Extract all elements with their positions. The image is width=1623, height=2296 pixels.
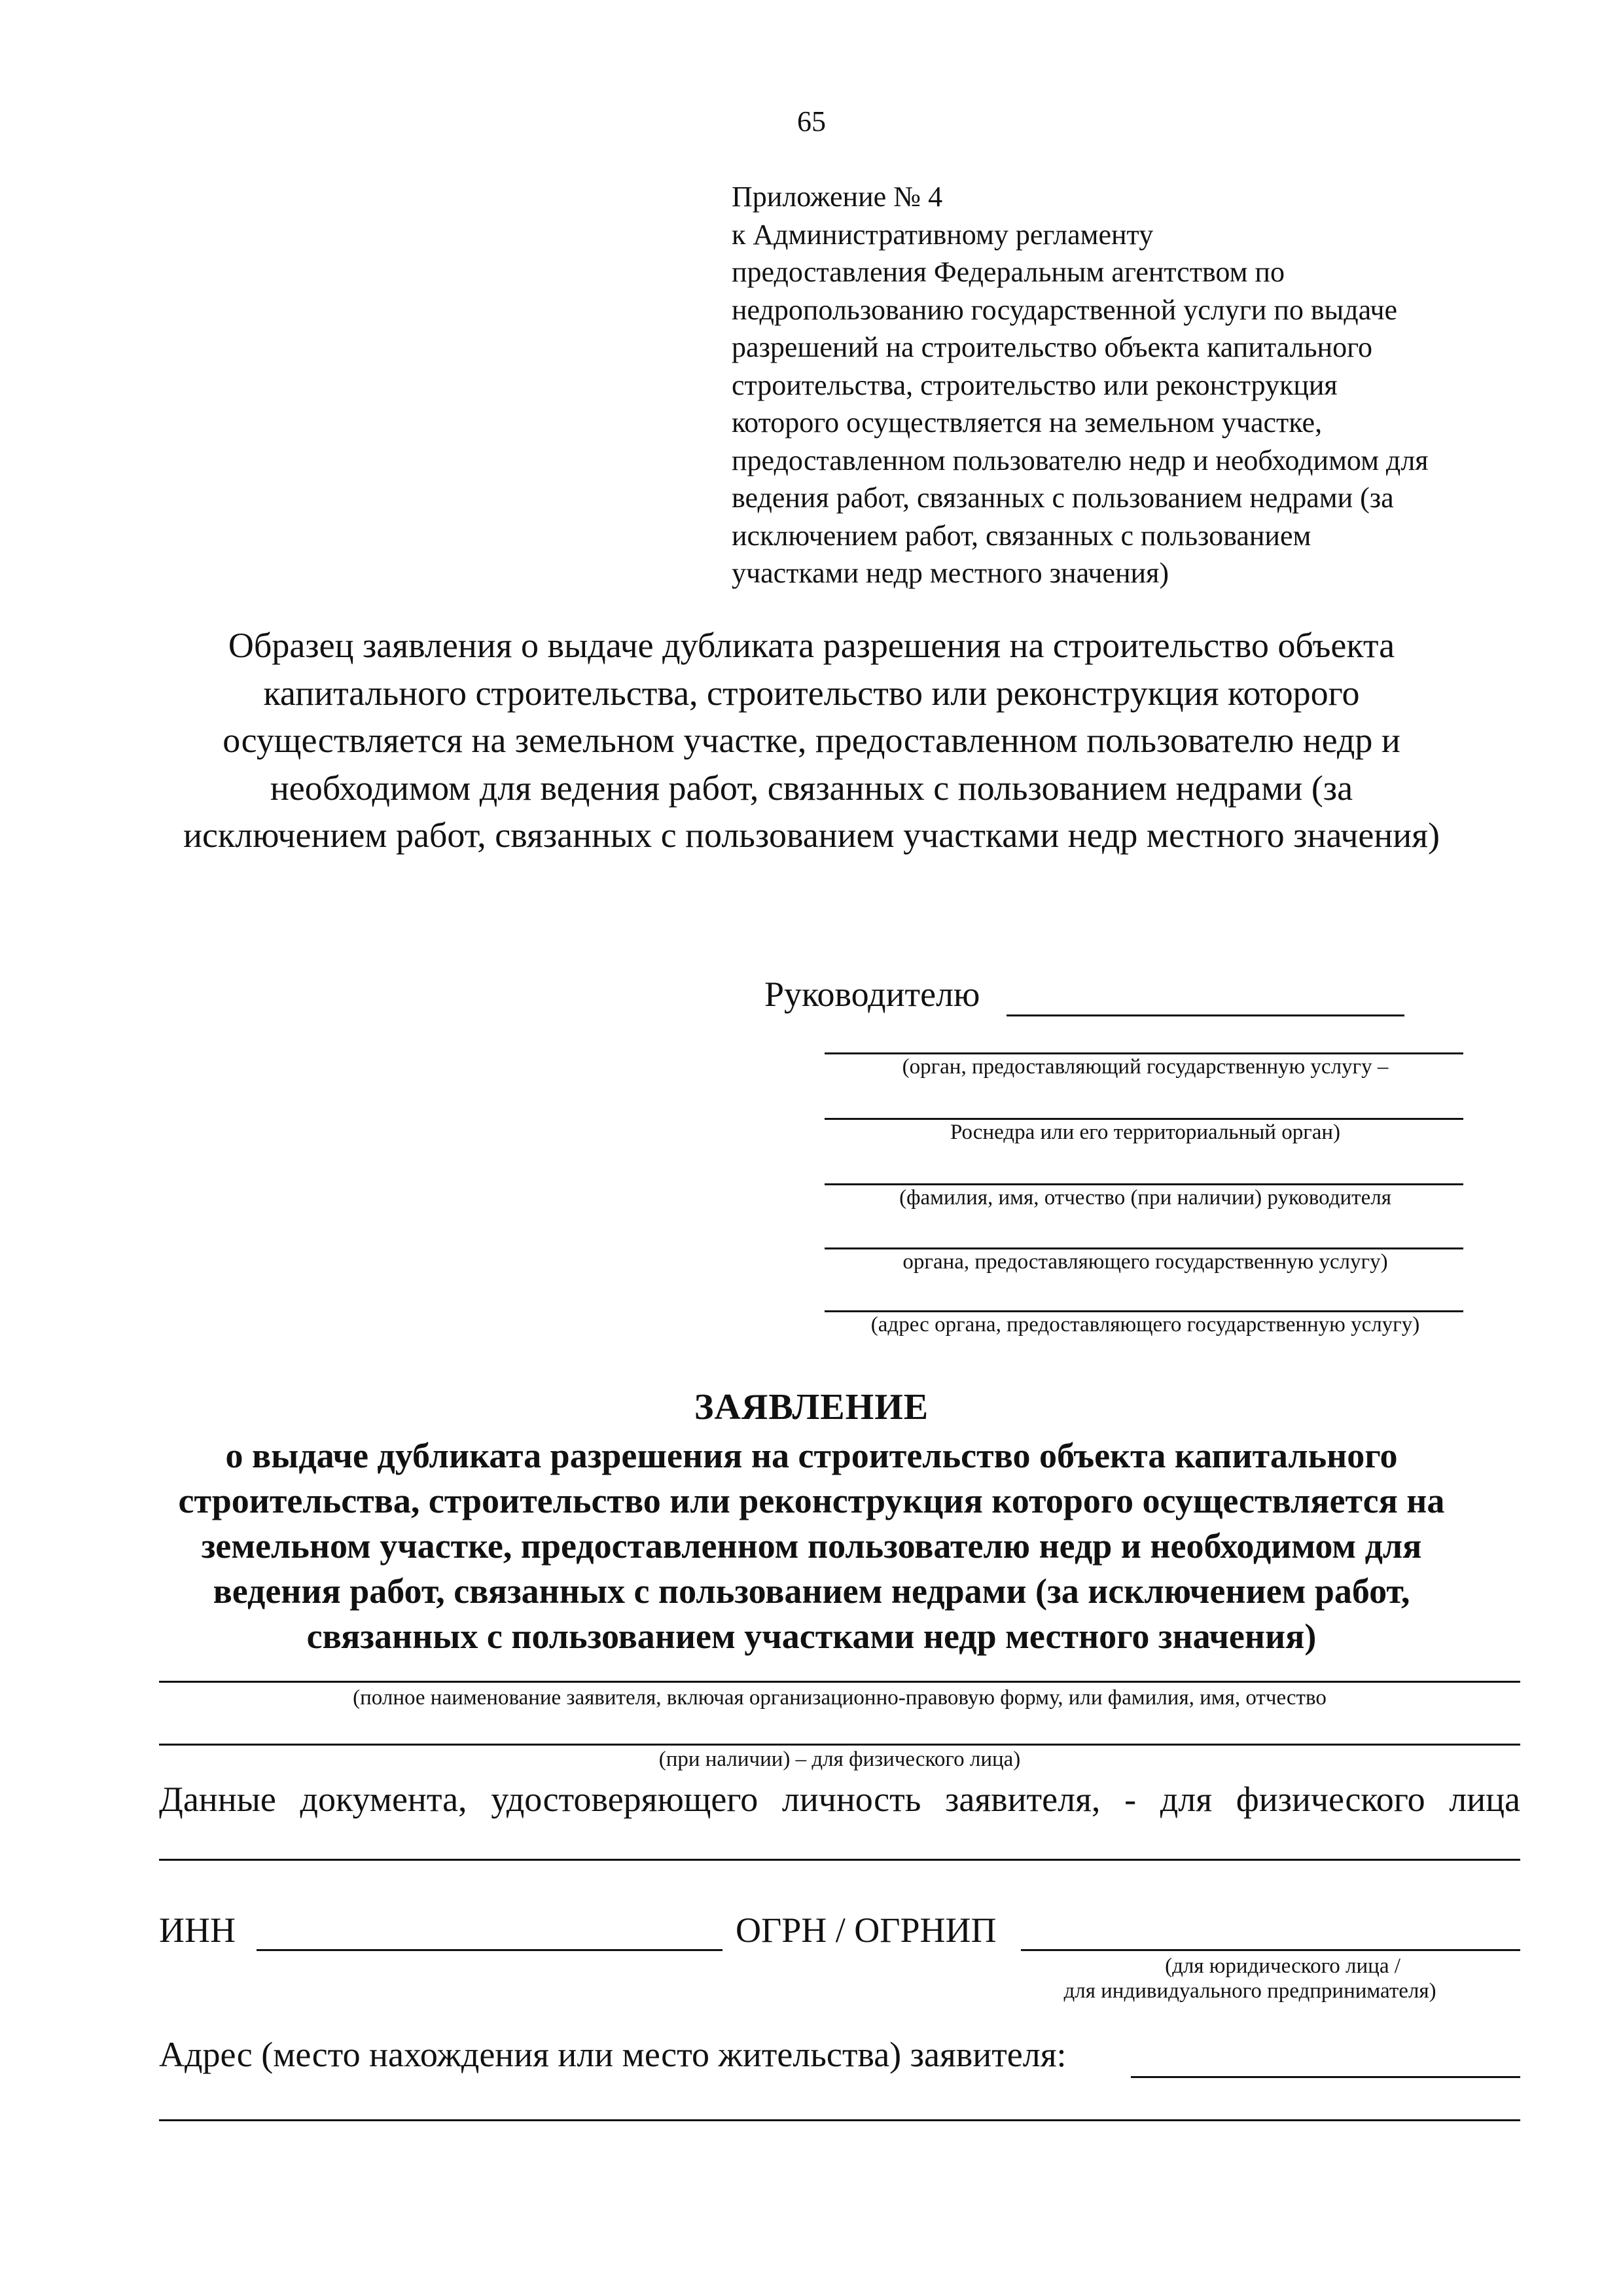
statement-heading: ЗАЯВЛЕНИЕ (694, 1387, 929, 1427)
statement-subtitle-line: строительства, строительство или реконструкция которого осуществляется на (178, 1481, 1445, 1520)
ogrn-caption-2: для индивидуального предпринимателя) (1063, 1979, 1436, 2003)
address-field[interactable] (1131, 2076, 1520, 2078)
sample-title-line: необходимом для ведения работ, связанных с пользованием недрами (за (270, 768, 1353, 808)
recipient-caption: (орган, предоставляющий государственную услугу – (902, 1055, 1389, 1079)
recipient-caption: органа, предоставляющего государственную услугу) (902, 1250, 1388, 1274)
recipient-caption: (фамилия, имя, отчество (при наличии) руководителя (899, 1186, 1391, 1210)
appendix-line: предоставленном пользователю недр и необходимом для (732, 444, 1429, 476)
applicant-name-caption-2: (при наличии) – для физического лица) (658, 1748, 1021, 1771)
appendix-line: разрешений на строительство объекта капитального (732, 331, 1373, 363)
ogrn-label: ОГРН / ОГРНИП (736, 1910, 997, 1950)
inn-label: ИНН (159, 1910, 236, 1950)
address-field-2[interactable] (159, 2119, 1520, 2121)
recipient-organ-field-2[interactable] (825, 1118, 1463, 1120)
statement-subtitle-line: о выдаче дубликата разрешения на строительство объекта капитального (225, 1436, 1398, 1475)
appendix-line: участками недр местного значения) (732, 557, 1169, 589)
ogrn-field[interactable] (1021, 1949, 1520, 1951)
sample-title (131, 622, 1492, 859)
appendix-line: недропользованию государственной услуги по выдаче (732, 293, 1398, 326)
appendix-line: исключением работ, связанных с пользованием (732, 519, 1311, 552)
inn-field[interactable] (257, 1949, 722, 1951)
applicant-name-caption: (полное наименование заявителя, включая организационно-правовую форму, или фамилия, имя, отчество (353, 1686, 1327, 1710)
sample-title-line: исключением работ, связанных с пользованием участками недр местного значения) (183, 816, 1440, 855)
appendix-line: к Административному регламенту (732, 218, 1154, 251)
recipient-fio-field-2[interactable] (825, 1247, 1463, 1249)
applicant-name-field[interactable] (159, 1681, 1520, 1683)
statement-subtitle-line: связанных с пользованием участками недр местного значения) (306, 1617, 1317, 1656)
statement-subtitle-line: ведения работ, связанных с пользованием недрами (за исключением работ, (213, 1571, 1410, 1611)
appendix-line: которого осуществляется на земельном участке, (732, 406, 1323, 439)
sample-title-line: осуществляется на земельном участке, предоставленном пользователю недр и (223, 721, 1400, 760)
ogrn-caption: (для юридического лица / (1165, 1954, 1400, 1978)
appendix-header (732, 178, 1602, 592)
appendix-line: предоставления Федеральным агентством по (732, 256, 1285, 288)
recipient-caption: Роснедра или его территориальный орган) (950, 1121, 1341, 1144)
applicant-name-field-2[interactable] (159, 1744, 1520, 1746)
sample-title-line: Образец заявления о выдаче дубликата разрешения на строительство объекта (228, 626, 1395, 665)
recipient-caption: (адрес органа, предоставляющего государственную услугу) (870, 1313, 1420, 1336)
appendix-line: строительства, строительство или реконструкция (732, 368, 1338, 401)
statement-subtitle (131, 1433, 1492, 1659)
statement-subtitle-line: земельном участке, предоставленном пользователю недр и необходимом для (201, 1526, 1422, 1566)
recipient-fio-field[interactable] (825, 1183, 1463, 1185)
recipient-organ-field[interactable] (825, 1052, 1463, 1054)
page-number: 65 (797, 105, 826, 137)
recipient-label: Руководителю (764, 975, 980, 1014)
recipient-head-field[interactable] (1007, 1014, 1404, 1016)
sample-title-line: капитального строительства, строительство или реконструкция которого (263, 673, 1360, 713)
appendix-line: ведения работ, связанных с пользованием недрами (за (732, 482, 1394, 514)
identity-document-label: Данные документа, удостоверяющего личность заявителя, - для физического лица (159, 1780, 1520, 1819)
address-label: Адрес (место нахождения или место жительства) заявителя: (159, 2035, 1067, 2074)
identity-document-field[interactable] (159, 1859, 1520, 1861)
appendix-line: Приложение № 4 (732, 181, 943, 213)
recipient-address-field[interactable] (825, 1310, 1463, 1312)
